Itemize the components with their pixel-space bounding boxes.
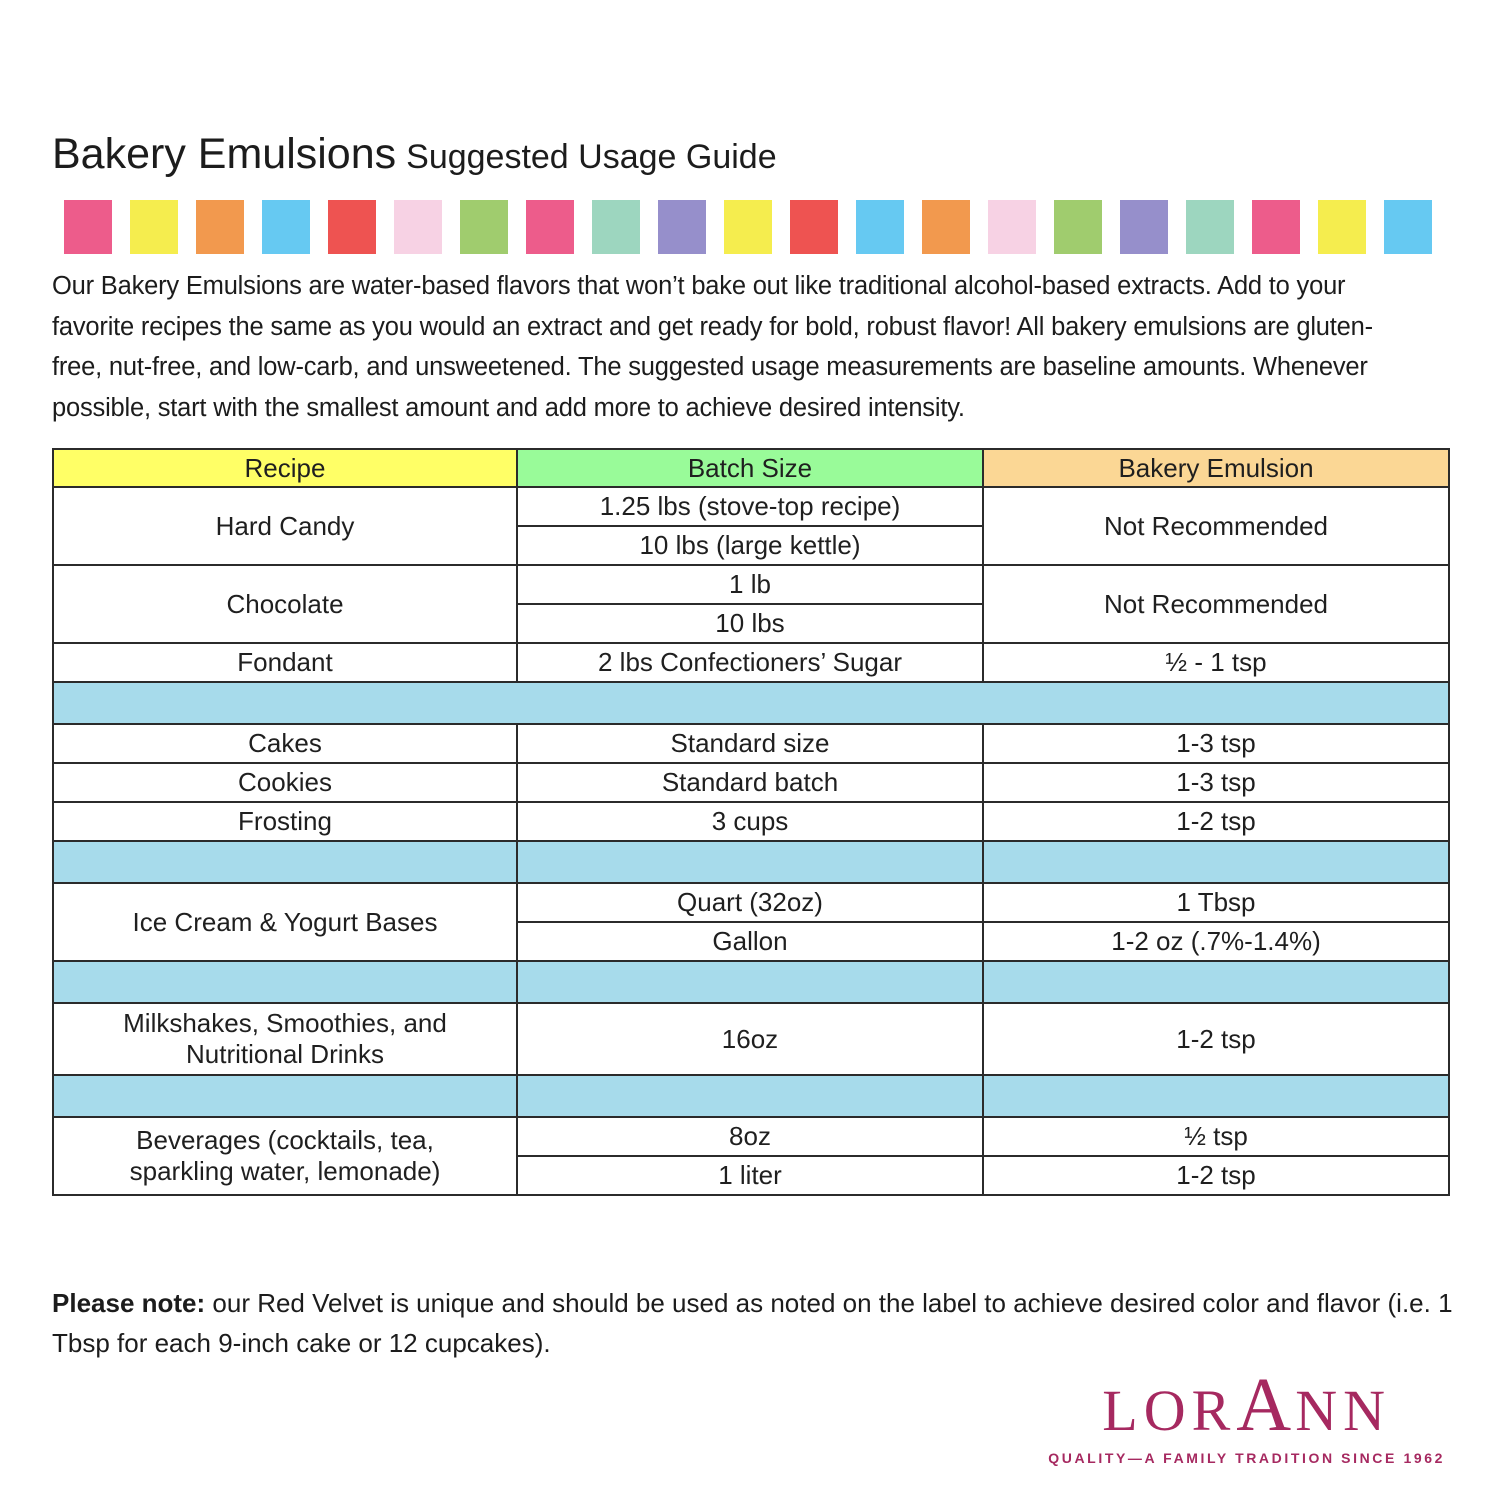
separator-cell [53,961,517,1003]
table-row [53,565,1449,604]
batch-cell: Gallon [517,922,983,961]
page-title [52,130,777,179]
emulsion-cell: 1-2 tsp [983,1156,1449,1195]
separator-cell [983,961,1449,1003]
separator-cell [53,1075,517,1117]
table-row [53,643,1449,682]
batch-cell: 3 cups [517,802,983,841]
table-row [53,802,1449,841]
color-swatch [658,200,706,254]
color-swatch [196,200,244,254]
separator-row [53,961,1449,1003]
color-swatch [130,200,178,254]
separator-row [53,1075,1449,1117]
lorann-logo [1048,1363,1445,1466]
note-line [52,1288,1453,1318]
color-swatch [856,200,904,254]
color-swatch [988,200,1036,254]
emulsion-cell: 1-2 tsp [983,802,1449,841]
recipe-cell: Cookies [53,763,517,802]
color-swatch [460,200,508,254]
logo-tagline: QUALITY—A FAMILY TRADITION SINCE 1962 [1048,1449,1445,1466]
header-recipe: Recipe [53,449,517,487]
logo-letters: LOR [1102,1378,1237,1443]
emulsion-cell: ½ tsp [983,1117,1449,1156]
note-line1-text: our Red Velvet is unique and should be used as noted on the label to achieve desired color and flavor (i.e. 1 [205,1288,1453,1318]
intro-line: favorite recipes the same as you would an extract and get ready for bold, robust flavor! All bakery emulsions are gluten- [52,312,1373,341]
batch-cell: 1 liter [517,1156,983,1195]
batch-cell: 10 lbs [517,604,983,643]
recipe-cell: Hard Candy [53,487,517,565]
color-swatch [1054,200,1102,254]
batch-cell: 1.25 lbs (stove-top recipe) [517,487,983,526]
table-row [53,724,1449,763]
recipe-cell: Fondant [53,643,517,682]
title-subtitle: Suggested Usage Guide [406,138,777,176]
usage-table [52,448,1450,1196]
separator-cell [53,841,517,883]
batch-cell: 16oz [517,1003,983,1075]
emulsion-cell: ½ - 1 tsp [983,643,1449,682]
logo-wordmark [1048,1363,1445,1447]
color-swatch [394,200,442,254]
separator-cell [517,1075,983,1117]
separator-cell [517,961,983,1003]
table-row [53,883,1449,922]
title-main: Bakery Emulsions [52,130,397,178]
logo-letter-a: A [1236,1363,1296,1447]
table-row [53,763,1449,802]
logo-letters: NN [1295,1378,1391,1443]
color-swatch [328,200,376,254]
color-swatch [1384,200,1432,254]
emulsion-cell: Not Recommended [983,565,1449,643]
color-swatch [526,200,574,254]
batch-cell: 2 lbs Confectioners’ Sugar [517,643,983,682]
table-row [53,1003,1449,1075]
batch-cell: Quart (32oz) [517,883,983,922]
color-swatch [724,200,772,254]
color-swatch [592,200,640,254]
color-swatch [262,200,310,254]
intro-line: possible, start with the smallest amount and add more to achieve desired intensity. [52,393,965,422]
separator-band [53,682,1449,724]
table-row [53,487,1449,526]
note-bold-prefix: Please note: [52,1288,206,1318]
intro-line: Our Bakery Emulsions are water-based flavors that won’t bake out like traditional alcohol-based extracts. Add to your [52,272,1346,300]
color-swatch [64,200,112,254]
recipe-cell: Cakes [53,724,517,763]
recipe-cell: Frosting [53,802,517,841]
color-swatch [790,200,838,254]
color-swatch [922,200,970,254]
emulsion-cell: 1-3 tsp [983,763,1449,802]
emulsion-cell: 1 Tbsp [983,883,1449,922]
batch-cell: 1 lb [517,565,983,604]
separator-cell [983,1075,1449,1117]
batch-cell: 10 lbs (large kettle) [517,526,983,565]
note-line2-text: Tbsp for each 9-inch cake or 12 cupcakes). [52,1328,551,1358]
table-header-row [53,449,1449,487]
batch-cell: Standard size [517,724,983,763]
recipe-cell: Ice Cream & Yogurt Bases [53,883,517,961]
table-row [53,1117,1449,1156]
emulsion-cell: 1-2 oz (.7%-1.4%) [983,922,1449,961]
color-swatch [1318,200,1366,254]
header-bakery-emulsion: Bakery Emulsion [983,449,1449,487]
intro-line: free, nut-free, and low-carb, and unsweetened. The suggested usage measurements are baseline amounts. Whenever [52,353,1368,381]
color-swatch [1186,200,1234,254]
emulsion-cell: 1-3 tsp [983,724,1449,763]
intro-paragraph [52,266,1373,428]
recipe-cell: Beverages (cocktails, tea, sparkling water, lemonade) [53,1117,517,1195]
separator-cell [517,841,983,883]
color-swatch [1252,200,1300,254]
separator-cell [983,841,1449,883]
color-strip [64,200,1432,254]
emulsion-cell: 1-2 tsp [983,1003,1449,1075]
batch-cell: 8oz [517,1117,983,1156]
batch-cell: Standard batch [517,763,983,802]
recipe-cell: Milkshakes, Smoothies, and Nutritional Drinks [53,1003,517,1075]
emulsion-cell: Not Recommended [983,487,1449,565]
separator-row [53,841,1449,883]
recipe-cell: Chocolate [53,565,517,643]
color-swatch [1120,200,1168,254]
note [52,1283,1453,1363]
separator-row [53,682,1449,724]
header-batch-size: Batch Size [517,449,983,487]
